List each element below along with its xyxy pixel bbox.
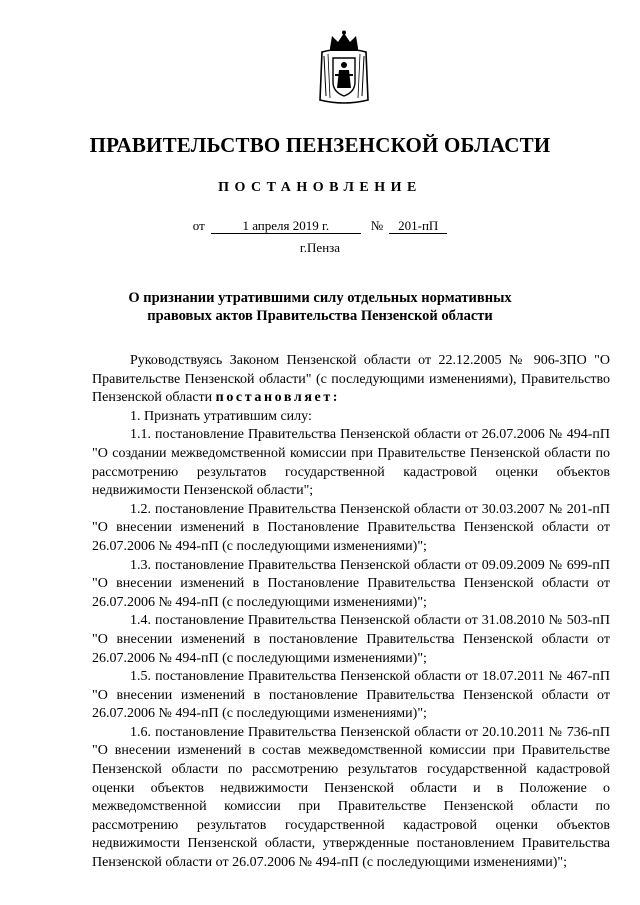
preamble-text: Руководствуясь Законом Пензенской области от 22.12.2005 № 906-ЗПО "О Правительстве Пензенской области" (с последующими изменениями), Правительство Пензенской области: [92, 353, 610, 406]
preamble: [92, 352, 610, 408]
subitem-1-1: 1.1. постановление Правительства Пензенской области от 26.07.2006 № 494-пП "О создании межведомственной комиссии при Правительстве Пензенской области по рассмотрению результатов государственной кадастровой оценки объектов недвижимости Пензенской области";: [92, 427, 610, 499]
decree-word: постановляет:: [215, 390, 341, 406]
city: г.Пенза: [299, 240, 341, 255]
subject-line-1: О признании утратившими силу отдельных нормативных: [128, 290, 512, 306]
document-type: ПОСТАНОВЛЕНИЕ: [218, 180, 422, 195]
government-title: ПРАВИТЕЛЬСТВО ПЕНЗЕНСКОЙ ОБЛАСТИ: [89, 133, 551, 157]
document-body: [92, 352, 610, 873]
subitem-1-6: 1.6. постановление Правительства Пензенской области от 20.10.2011 № 736-пП "О внесении изменений в состав межведомственной комиссии при Правительстве Пензенской области по рассмотрению результатов государственной кадастровой оценки объектов недвижимости Пензенской области и в Положение о межведомственной комиссии при Правительстве Пензенской области по рассмотрению результатов государственной кадастровой оценки объектов недвижимости Пензенской области, утвержденные постановлением Правительства Пензенской области от 26.07.2006 № 494-пП (с последующими изменениями)";: [92, 724, 610, 871]
document-number: 201-пП: [389, 218, 447, 234]
item-1: 1. Признать утратившим силу:: [130, 408, 312, 424]
subitem-1-2: 1.2. постановление Правительства Пензенской области от 30.03.2007 № 201-пП "О внесении изменений в Постановление Правительства Пензенской области от 26.07.2006 № 494-пП (с последующими изменениями)";: [92, 501, 610, 554]
subject-line-2: правовых актов Правительства Пензенской области: [147, 308, 493, 324]
subitem-1-4: 1.4. постановление Правительства Пензенской области от 31.08.2010 № 503-пП "О внесении изменений в постановление Правительства Пензенской области от 26.07.2006 № 494-пП (с последующими изменениями)";: [92, 613, 610, 666]
subitem-1-5: 1.5. постановление Правительства Пензенской области от 18.07.2011 № 467-пП "О внесении изменений в постановление Правительства Пензенской области от 26.07.2006 № 494-пП (с последующими изменениями)";: [92, 669, 610, 722]
date-prefix: от: [192, 218, 205, 233]
coat-of-arms-icon: [318, 30, 370, 106]
number-sign: №: [370, 218, 384, 233]
date-number-line: [0, 218, 640, 234]
document-subject: [0, 289, 640, 325]
document-date: 1 апреля 2019 г.: [211, 218, 361, 234]
subitem-1-3: 1.3. постановление Правительства Пензенской области от 09.09.2009 № 699-пП "О внесении изменений в Постановление Правительства Пензенской области от 26.07.2006 № 494-пП (с последующими изменениями)";: [92, 557, 610, 610]
